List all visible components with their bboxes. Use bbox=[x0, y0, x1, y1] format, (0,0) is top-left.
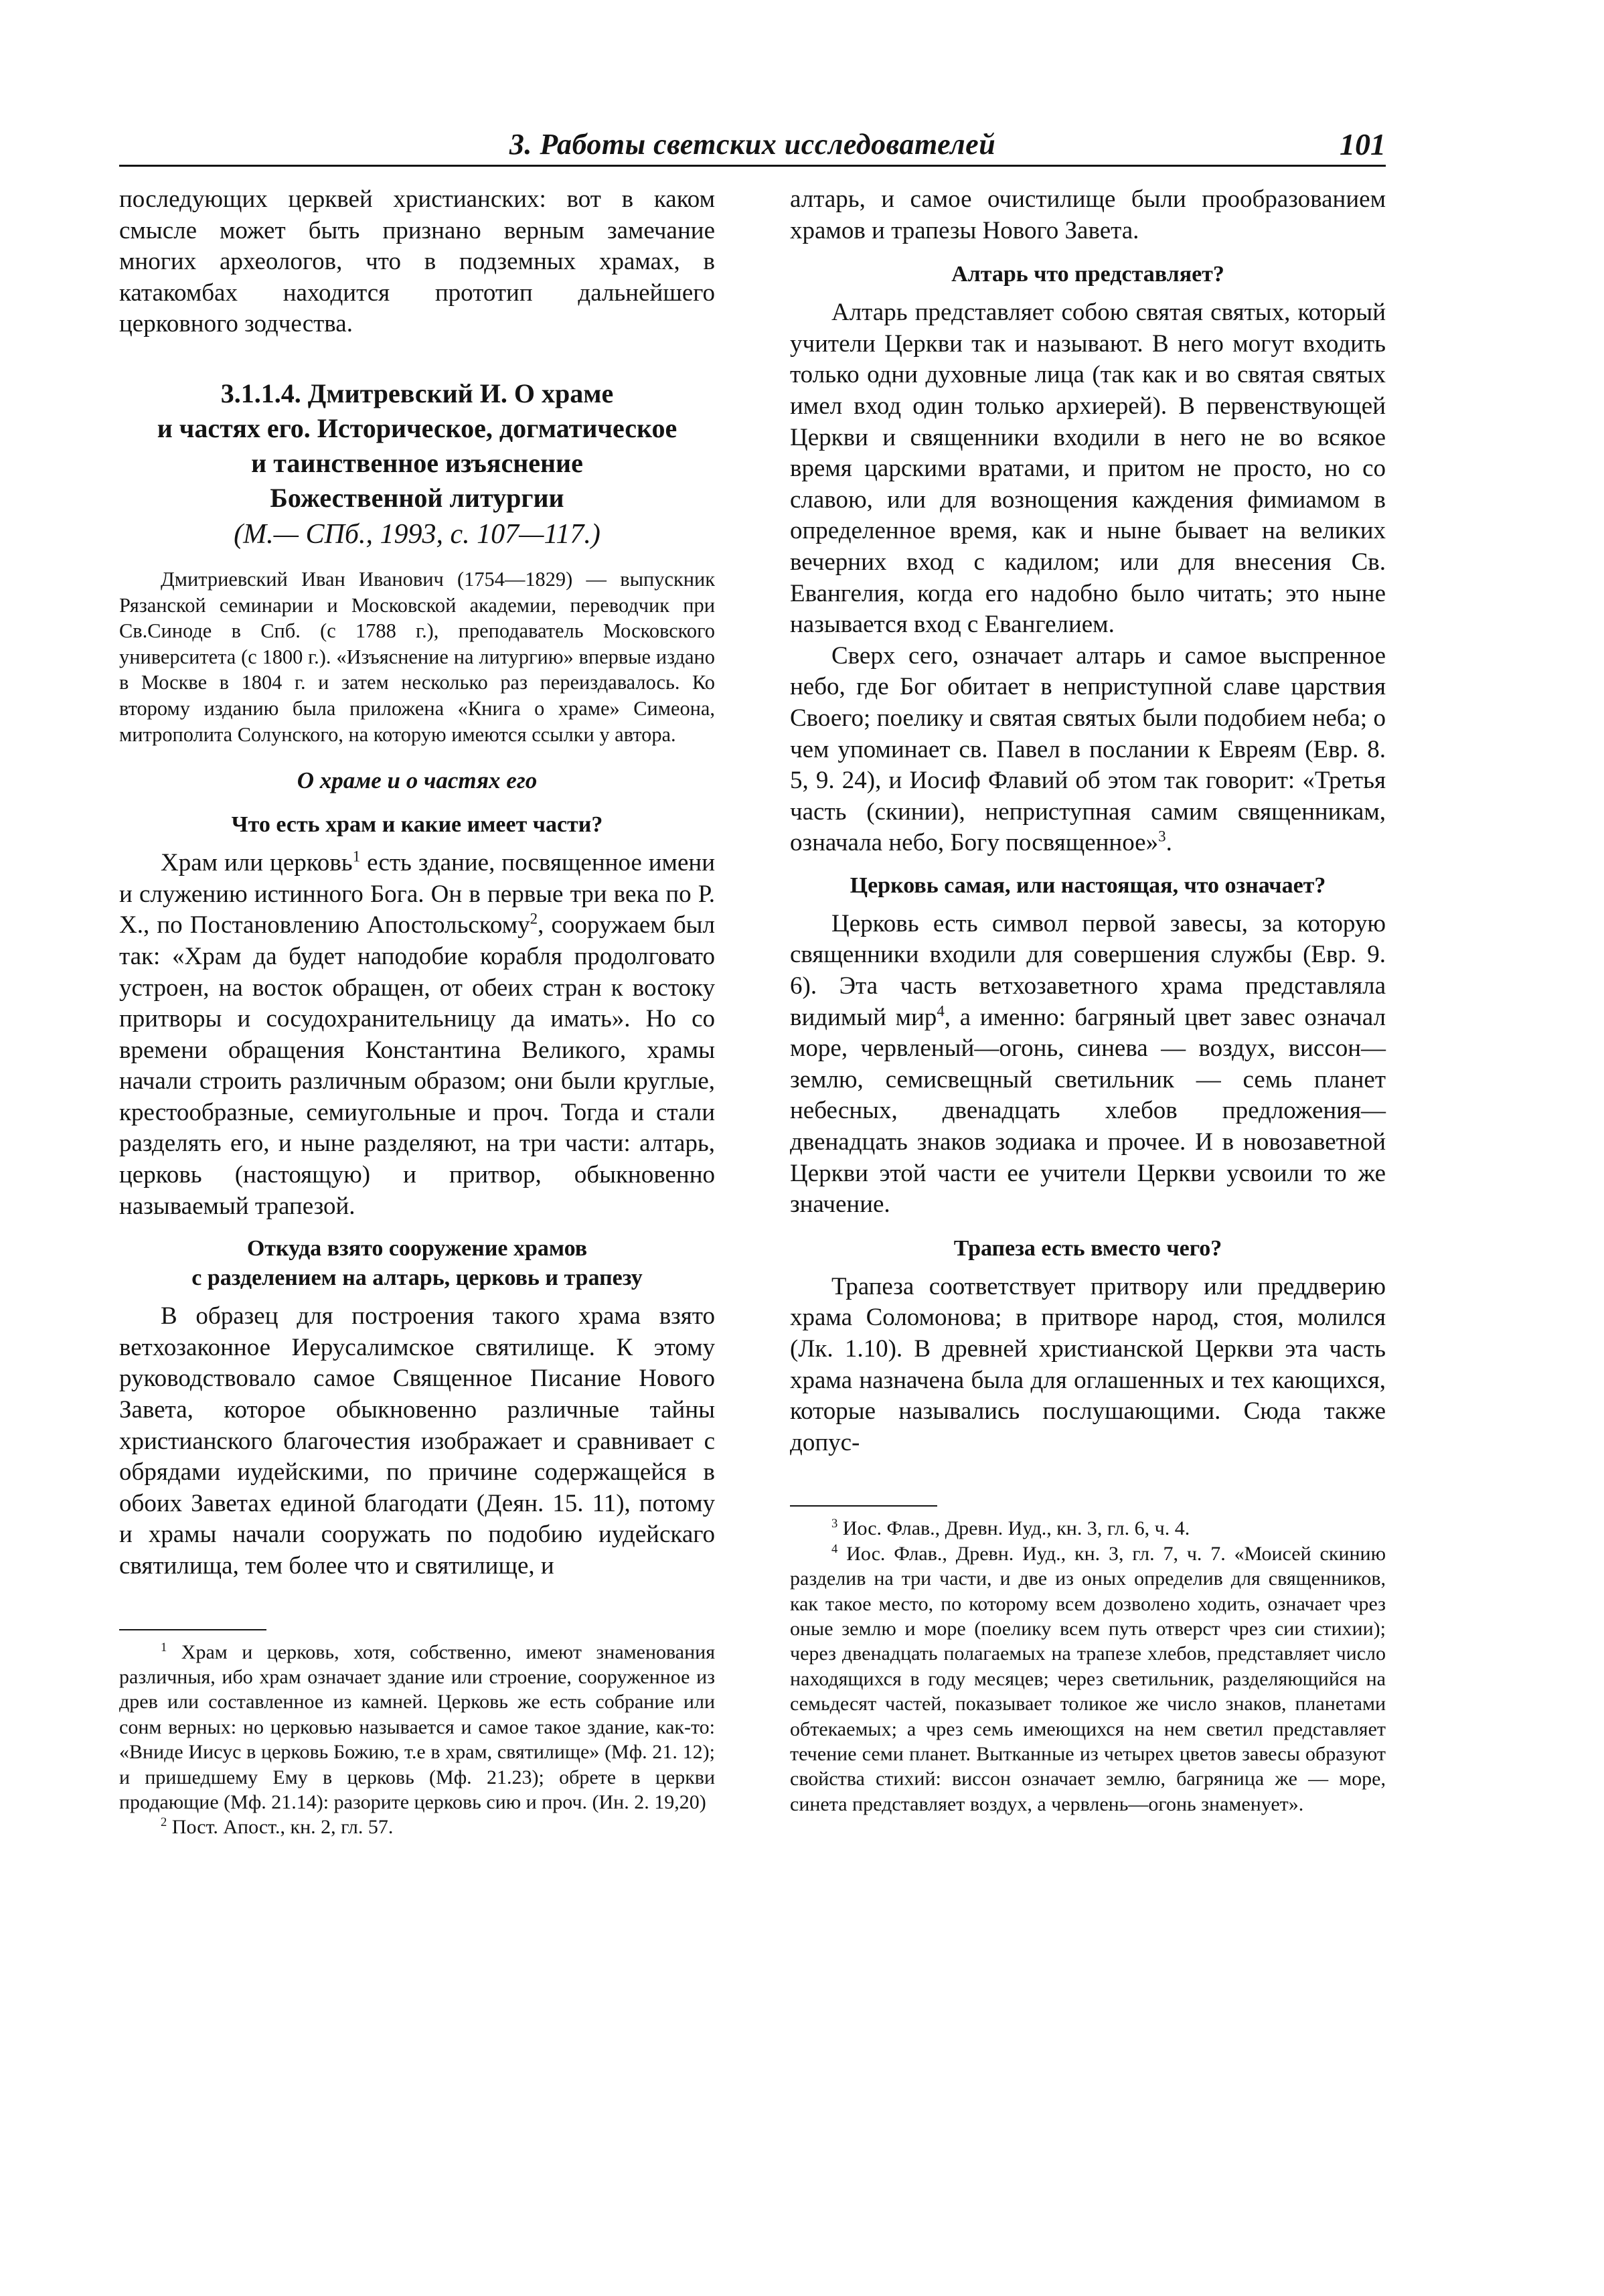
question-heading: с разделением на алтарь, церковь и трапезу bbox=[191, 1266, 643, 1291]
footnote-ref[interactable]: 4 bbox=[937, 1002, 945, 1020]
question-heading: Что есть храм и какие имеет части? bbox=[231, 812, 603, 838]
subheading: О храме и о частях его bbox=[297, 767, 538, 794]
body-paragraph: Трапеза соответствует притвору или преддверию храма Соломонова; в притворе народ, стоя, молился (Лк. 1.10). В древней христианской Церкви эта часть храма назначена была для оглашенных и тех кающихся, которые назывались послушающими. Сюда также допус- bbox=[790, 1272, 1386, 1456]
section-heading bbox=[119, 376, 715, 553]
question-heading: Алтарь что представляет? bbox=[951, 262, 1224, 287]
left-column bbox=[119, 184, 715, 1840]
question-heading: Церковь самая, или настоящая, что означает? bbox=[850, 872, 1326, 898]
footnote-ref[interactable]: 1 bbox=[352, 848, 361, 865]
header-rule bbox=[119, 165, 1386, 167]
question-heading: Откуда взято сооружение храмов bbox=[246, 1236, 588, 1261]
page-number: 101 bbox=[1340, 127, 1386, 161]
section-title-line: Божественной литургии bbox=[270, 482, 564, 513]
footnote-number: 4 bbox=[831, 1541, 838, 1556]
footnote-number: 3 bbox=[831, 1517, 838, 1531]
question-heading: Трапеза есть вместо чего? bbox=[953, 1235, 1222, 1261]
footnote-ref[interactable]: 2 bbox=[530, 910, 538, 927]
section-title-line: и таинственное изъяснение bbox=[251, 447, 583, 478]
author-note: Дмитриевский Иван Иванович (1754—1829) — выпускник Рязанской семинарии и Московской академии, переводчик при Св.Синоде в Спб. (с 1788 г.), преподаватель Московского университета (с 1800 г.). «Изъяснение на литургию» впервые издано в Москве в 1804 г. и затем несколько раз переиздавалось. Ко второму изданию была приложена «Книга о храме» Симеона, митрополита Солунского, на которую имеются ссылки у автора. bbox=[119, 567, 715, 746]
body-paragraph: Храм или церковь$^1$ есть здание, посвященное имени и служению истинного Бога. Он в первые три века по Р. Х., по Постановлению Апостольскому$^2$, сооружаем был так: «Храм да будет наподобие корабля продолговато устроен, на восток обращен, от обеих стран к востоку притворы и сосудохранительницу да имать». Но со времени обращения Константина Великого, храмы начали строить различным образом; они были круглые, крестообразные, семиугольные и проч. Тогда и стали разделять его, и ныне разделяют, на три части: алтарь, церковь (настоящую) и притвор, обыкновенно называемый трапезой. bbox=[119, 848, 716, 1220]
footnote: $^1$ Храм и церковь, хотя, собственно, имеют знаменования различныя, ибо храм означает здание или строение, сооруженное из древ или составленное из камней. Церковь же есть собрание или сонм верных: но церковью называется и самое такое здание, как-то: «Вниде Иисус в церковь Божию, т.е в храм, святилище» (Мф. 21. 12); и пришедшему Ему в церковь (Мф. 21.23); обрете в церкви продающие (Мф. 21.14): разорите церковь сию и проч. (Ин. 2. 19,20) bbox=[119, 1640, 715, 1814]
continued-paragraph: последующих церквей христианских: вот в каком смысле может быть признано верным замечание многих археологов, что в подземных храмах, в катакомбах находится прототип дальнейшего церковного зодчества. bbox=[119, 185, 715, 338]
body-paragraph: Сверх сего, означает алтарь и самое выспренное небо, где Бог обитает в неприступной славе царствия Своего; поелику и святая святых были подобием неба; о чем упоминает св. Павел в послании к Евреям (Евр. 8. 5, 9. 24), и Иосиф Флавий об этом так говорит: «Третья часть (скинии), неприступная самим священникам, означала небо, Богу посвященное»$^3$. bbox=[790, 641, 1386, 857]
right-column bbox=[790, 184, 1386, 1817]
running-title: 3. Работы светских исследователей bbox=[509, 128, 996, 161]
body-paragraph: В образец для построения такого храма взято ветхозаконное Иерусалимское святилище. К этому руководствовало самое Священное Писание Нового Завета, которое обыкновенно различные тайны христианского благочестия изображает и сравнивает с обрядами иудейскими, по причине содержащейся в обоих Заветах единой благодати (Деян. 15. 11), потому и храмы начали сооружать по подобию иудейскаго святилища, тем более что и святилище, и bbox=[119, 1302, 715, 1580]
footnote: $^4$ Иос. Флав., Древн. Иуд., кн. 3, гл. 7, ч. 7. «Моисей скинию разделив на три части, и две из оных определив для священников, как такое место, по которому всем дозволено ходить, означает чрез оные землю и море (поелику всем путь отверст чрез сии стихии); через двенадцать полагаемых на трапезе хлебов, представляет число находящихся в году месяцев; через светильник, разделяющийся на семьдесят частей, показывает толикое же число знаков, планетами обтекаемых; а чрез семь имеющихся на нем светил представляет течение семи планет. Вытканные из четырех цветов завесы образуют свойства стихий: виссон означает землю, багряница же — море, синета представляет воздух, а червлень—огонь знаменует». bbox=[790, 1541, 1386, 1815]
section-title-line: 3.1.1.4. Дмитревский И. О храме bbox=[220, 378, 614, 408]
running-head bbox=[119, 126, 1386, 166]
section-title-line: и частях его. Историческое, догматическое bbox=[157, 412, 677, 443]
body-paragraph: Церковь есть символ первой завесы, за которую священники входили для совершения службы (Евр. 9. 6). Эта часть ветхозаветного храма представляла видимый мир$^4$, а именно: багряный цвет завес означал море, червленый—огонь, синева — воздух, виссон—землю, семисвещный светильник — семь планет небесных, двенадцать хлебов предложения—двенадцать знаков зодиака и прочее. И в новозаветной Церкви этой части ее учители Церкви усвоили то же значение. bbox=[790, 909, 1386, 1219]
footnote-number: 2 bbox=[161, 1815, 167, 1830]
section-source: (М.— СПб., 1993, с. 107—117.) bbox=[234, 518, 600, 550]
footnote: $^2$ Пост. Апост., кн. 2, гл. 57. bbox=[161, 1815, 394, 1839]
footnote-number: 1 bbox=[161, 1640, 167, 1655]
continued-paragraph: алтарь, и самое очистилище были прообразованием храмов и трапезы Нового Завета. bbox=[790, 185, 1386, 244]
body-paragraph: Алтарь представляет собою святая святых, который учители Церкви так и называют. В него могут входить только одни духовные лица (так как и во святая святых имел вход один только архиерей). В первенствующей Церкви и священники входили в него не во всякое время царскими вратами, и притом не просто, но со славою, или для вознощения каждения фимиамом в определенное время, как и ныне бывает на великих вечерних вход с кадилом; или для внесения Св. Евангелия, когда его надобно было читать; это ныне называется вход с Евангелием. bbox=[790, 299, 1386, 639]
footnote-ref[interactable]: 3 bbox=[1158, 828, 1166, 845]
footnote: $^3$ Иос. Флав., Древн. Иуд., кн. 3, гл. 6, ч. 4. bbox=[831, 1517, 1190, 1540]
